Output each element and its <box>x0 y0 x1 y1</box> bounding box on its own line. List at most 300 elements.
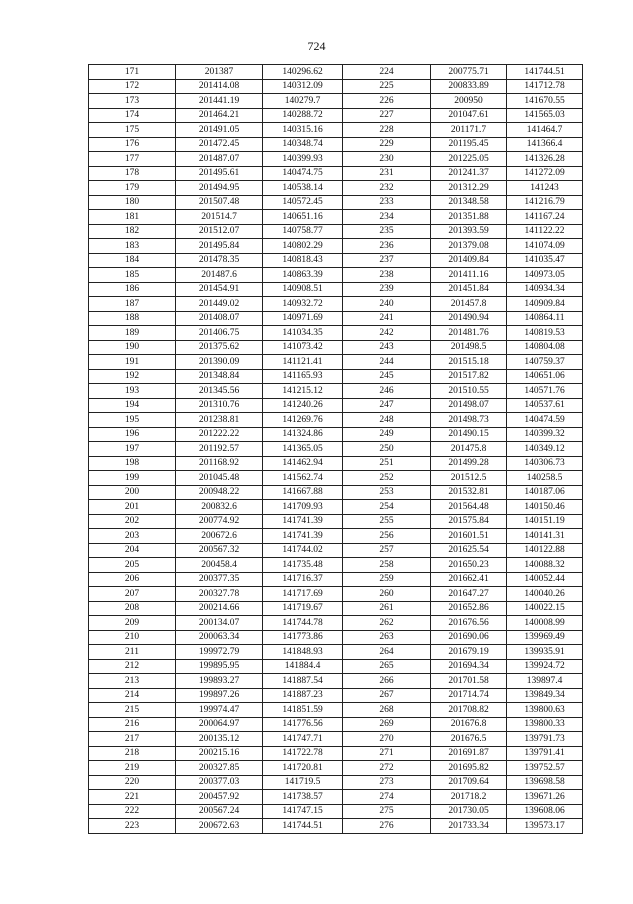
x-coordinate-left-cell: 201310.76 <box>176 398 263 413</box>
point-number-right-cell: 270 <box>343 732 431 747</box>
point-number-right-cell: 237 <box>343 253 431 268</box>
x-coordinate-left-cell: 200377.03 <box>176 775 263 790</box>
x-coordinate-right-cell: 201730.05 <box>431 804 507 819</box>
y-coordinate-left-cell: 141773.86 <box>263 630 343 645</box>
x-coordinate-left-cell: 201045.48 <box>176 471 263 486</box>
y-coordinate-right-cell: 139924.72 <box>507 659 583 674</box>
y-coordinate-left-cell: 140932.72 <box>263 297 343 312</box>
y-coordinate-right-cell: 140187.06 <box>507 485 583 500</box>
table-row <box>89 79 583 94</box>
y-coordinate-right-cell: 141565.03 <box>507 108 583 123</box>
y-coordinate-left-cell: 141848.93 <box>263 645 343 660</box>
point-number-right-cell: 235 <box>343 224 431 239</box>
point-number-left-cell: 209 <box>89 616 176 631</box>
point-number-right-cell: 274 <box>343 790 431 805</box>
x-coordinate-left-cell: 201491.05 <box>176 123 263 138</box>
y-coordinate-right-cell: 140934.34 <box>507 282 583 297</box>
y-coordinate-left-cell: 140971.69 <box>263 311 343 326</box>
point-number-right-cell: 266 <box>343 674 431 689</box>
x-coordinate-right-cell: 201348.58 <box>431 195 507 210</box>
x-coordinate-right-cell: 201411.16 <box>431 268 507 283</box>
x-coordinate-left-cell: 200774.92 <box>176 514 263 529</box>
table-row <box>89 616 583 631</box>
point-number-right-cell: 271 <box>343 746 431 761</box>
point-number-right-cell: 262 <box>343 616 431 631</box>
coordinates-table <box>88 64 583 834</box>
point-number-right-cell: 255 <box>343 514 431 529</box>
y-coordinate-left-cell: 140348.74 <box>263 137 343 152</box>
table-row <box>89 529 583 544</box>
y-coordinate-right-cell: 141074.09 <box>507 239 583 254</box>
point-number-right-cell: 234 <box>343 210 431 225</box>
table-row <box>89 514 583 529</box>
table-row <box>89 790 583 805</box>
point-number-left-cell: 208 <box>89 601 176 616</box>
x-coordinate-left-cell: 201390.09 <box>176 355 263 370</box>
y-coordinate-right-cell: 141167.24 <box>507 210 583 225</box>
y-coordinate-right-cell: 141243 <box>507 181 583 196</box>
y-coordinate-left-cell: 141165.93 <box>263 369 343 384</box>
x-coordinate-right-cell: 201195.45 <box>431 137 507 152</box>
x-coordinate-left-cell: 201454.91 <box>176 282 263 297</box>
x-coordinate-right-cell: 200833.89 <box>431 79 507 94</box>
x-coordinate-left-cell: 200672.63 <box>176 819 263 834</box>
y-coordinate-left-cell: 140312.09 <box>263 79 343 94</box>
x-coordinate-left-cell: 200458.4 <box>176 558 263 573</box>
y-coordinate-left-cell: 140296.62 <box>263 65 343 80</box>
point-number-left-cell: 186 <box>89 282 176 297</box>
y-coordinate-right-cell: 139791.41 <box>507 746 583 761</box>
y-coordinate-left-cell: 141722.78 <box>263 746 343 761</box>
x-coordinate-left-cell: 201345.56 <box>176 384 263 399</box>
point-number-right-cell: 246 <box>343 384 431 399</box>
x-coordinate-left-cell: 200457.92 <box>176 790 263 805</box>
x-coordinate-right-cell: 201676.56 <box>431 616 507 631</box>
table-row <box>89 94 583 109</box>
point-number-right-cell: 272 <box>343 761 431 776</box>
x-coordinate-right-cell: 201517.82 <box>431 369 507 384</box>
x-coordinate-right-cell: 201718.2 <box>431 790 507 805</box>
y-coordinate-left-cell: 141747.71 <box>263 732 343 747</box>
table-row <box>89 210 583 225</box>
point-number-right-cell: 230 <box>343 152 431 167</box>
y-coordinate-right-cell: 140052.44 <box>507 572 583 587</box>
y-coordinate-right-cell: 139849.34 <box>507 688 583 703</box>
y-coordinate-left-cell: 141741.39 <box>263 529 343 544</box>
x-coordinate-left-cell: 201387 <box>176 65 263 80</box>
x-coordinate-right-cell: 201647.27 <box>431 587 507 602</box>
x-coordinate-left-cell: 200064.97 <box>176 717 263 732</box>
point-number-right-cell: 257 <box>343 543 431 558</box>
point-number-right-cell: 233 <box>343 195 431 210</box>
point-number-left-cell: 217 <box>89 732 176 747</box>
y-coordinate-right-cell: 139573.17 <box>507 819 583 834</box>
y-coordinate-right-cell: 140258.5 <box>507 471 583 486</box>
point-number-right-cell: 269 <box>343 717 431 732</box>
point-number-right-cell: 252 <box>343 471 431 486</box>
x-coordinate-right-cell: 201498.5 <box>431 340 507 355</box>
x-coordinate-right-cell: 201047.61 <box>431 108 507 123</box>
x-coordinate-left-cell: 201512.07 <box>176 224 263 239</box>
point-number-left-cell: 189 <box>89 326 176 341</box>
x-coordinate-left-cell: 199897.26 <box>176 688 263 703</box>
point-number-right-cell: 229 <box>343 137 431 152</box>
point-number-right-cell: 260 <box>343 587 431 602</box>
table-row <box>89 688 583 703</box>
y-coordinate-right-cell: 139608.06 <box>507 804 583 819</box>
point-number-right-cell: 242 <box>343 326 431 341</box>
y-coordinate-left-cell: 141365.05 <box>263 442 343 457</box>
x-coordinate-left-cell: 200832.6 <box>176 500 263 515</box>
x-coordinate-right-cell: 201676.8 <box>431 717 507 732</box>
point-number-left-cell: 200 <box>89 485 176 500</box>
y-coordinate-right-cell: 140909.84 <box>507 297 583 312</box>
x-coordinate-right-cell: 201393.59 <box>431 224 507 239</box>
point-number-left-cell: 216 <box>89 717 176 732</box>
table-row <box>89 761 583 776</box>
y-coordinate-right-cell: 140122.88 <box>507 543 583 558</box>
y-coordinate-left-cell: 141717.69 <box>263 587 343 602</box>
x-coordinate-left-cell: 201375.62 <box>176 340 263 355</box>
point-number-right-cell: 243 <box>343 340 431 355</box>
x-coordinate-right-cell: 201601.51 <box>431 529 507 544</box>
point-number-right-cell: 244 <box>343 355 431 370</box>
x-coordinate-right-cell: 201225.05 <box>431 152 507 167</box>
point-number-right-cell: 245 <box>343 369 431 384</box>
table-row <box>89 253 583 268</box>
y-coordinate-right-cell: 140537.61 <box>507 398 583 413</box>
x-coordinate-left-cell: 201449.02 <box>176 297 263 312</box>
y-coordinate-left-cell: 141667.88 <box>263 485 343 500</box>
x-coordinate-right-cell: 201662.41 <box>431 572 507 587</box>
point-number-left-cell: 191 <box>89 355 176 370</box>
x-coordinate-left-cell: 200327.78 <box>176 587 263 602</box>
point-number-left-cell: 180 <box>89 195 176 210</box>
y-coordinate-left-cell: 140538.14 <box>263 181 343 196</box>
x-coordinate-right-cell: 201490.15 <box>431 427 507 442</box>
x-coordinate-right-cell: 201701.58 <box>431 674 507 689</box>
x-coordinate-left-cell: 201464.21 <box>176 108 263 123</box>
x-coordinate-left-cell: 201472.45 <box>176 137 263 152</box>
point-number-right-cell: 251 <box>343 456 431 471</box>
point-number-left-cell: 211 <box>89 645 176 660</box>
x-coordinate-right-cell: 201312.29 <box>431 181 507 196</box>
x-coordinate-left-cell: 201414.08 <box>176 79 263 94</box>
point-number-right-cell: 265 <box>343 659 431 674</box>
y-coordinate-left-cell: 141562.74 <box>263 471 343 486</box>
x-coordinate-right-cell: 200950 <box>431 94 507 109</box>
point-number-right-cell: 264 <box>343 645 431 660</box>
table-row <box>89 471 583 486</box>
point-number-left-cell: 185 <box>89 268 176 283</box>
x-coordinate-left-cell: 201487.6 <box>176 268 263 283</box>
point-number-left-cell: 182 <box>89 224 176 239</box>
x-coordinate-right-cell: 201409.84 <box>431 253 507 268</box>
x-coordinate-left-cell: 201478.35 <box>176 253 263 268</box>
y-coordinate-right-cell: 140759.37 <box>507 355 583 370</box>
y-coordinate-right-cell: 140804.08 <box>507 340 583 355</box>
y-coordinate-left-cell: 141324.86 <box>263 427 343 442</box>
x-coordinate-right-cell: 201351.88 <box>431 210 507 225</box>
y-coordinate-right-cell: 139791.73 <box>507 732 583 747</box>
point-number-left-cell: 205 <box>89 558 176 573</box>
y-coordinate-left-cell: 141744.78 <box>263 616 343 631</box>
point-number-right-cell: 263 <box>343 630 431 645</box>
y-coordinate-right-cell: 140399.32 <box>507 427 583 442</box>
y-coordinate-right-cell: 140022.15 <box>507 601 583 616</box>
y-coordinate-left-cell: 141776.56 <box>263 717 343 732</box>
y-coordinate-right-cell: 141326.28 <box>507 152 583 167</box>
x-coordinate-right-cell: 201708.82 <box>431 703 507 718</box>
point-number-left-cell: 179 <box>89 181 176 196</box>
y-coordinate-right-cell: 140474.59 <box>507 413 583 428</box>
y-coordinate-left-cell: 141240.26 <box>263 398 343 413</box>
x-coordinate-left-cell: 201514.7 <box>176 210 263 225</box>
x-coordinate-left-cell: 199895.95 <box>176 659 263 674</box>
table-row <box>89 819 583 834</box>
point-number-left-cell: 184 <box>89 253 176 268</box>
x-coordinate-right-cell: 201676.5 <box>431 732 507 747</box>
x-coordinate-right-cell: 201733.34 <box>431 819 507 834</box>
x-coordinate-left-cell: 201495.84 <box>176 239 263 254</box>
y-coordinate-left-cell: 140908.51 <box>263 282 343 297</box>
y-coordinate-left-cell: 141887.54 <box>263 674 343 689</box>
y-coordinate-left-cell: 140315.16 <box>263 123 343 138</box>
y-coordinate-left-cell: 141884.4 <box>263 659 343 674</box>
point-number-right-cell: 228 <box>343 123 431 138</box>
table-row <box>89 398 583 413</box>
x-coordinate-right-cell: 201498.07 <box>431 398 507 413</box>
x-coordinate-left-cell: 200377.35 <box>176 572 263 587</box>
x-coordinate-left-cell: 200134.07 <box>176 616 263 631</box>
y-coordinate-right-cell: 140819.53 <box>507 326 583 341</box>
y-coordinate-left-cell: 141269.76 <box>263 413 343 428</box>
x-coordinate-left-cell: 201494.95 <box>176 181 263 196</box>
point-number-right-cell: 267 <box>343 688 431 703</box>
x-coordinate-left-cell: 200567.32 <box>176 543 263 558</box>
x-coordinate-right-cell: 201695.82 <box>431 761 507 776</box>
x-coordinate-right-cell: 201512.5 <box>431 471 507 486</box>
point-number-right-cell: 276 <box>343 819 431 834</box>
x-coordinate-right-cell: 201690.06 <box>431 630 507 645</box>
point-number-left-cell: 177 <box>89 152 176 167</box>
y-coordinate-right-cell: 139671.26 <box>507 790 583 805</box>
table-row <box>89 166 583 181</box>
y-coordinate-right-cell: 139752.57 <box>507 761 583 776</box>
y-coordinate-right-cell: 141216.79 <box>507 195 583 210</box>
y-coordinate-right-cell: 139698.58 <box>507 775 583 790</box>
table-row <box>89 282 583 297</box>
y-coordinate-right-cell: 139969.49 <box>507 630 583 645</box>
table-row <box>89 659 583 674</box>
x-coordinate-left-cell: 200063.34 <box>176 630 263 645</box>
y-coordinate-left-cell: 141735.48 <box>263 558 343 573</box>
y-coordinate-right-cell: 140040.26 <box>507 587 583 602</box>
y-coordinate-left-cell: 141719.67 <box>263 601 343 616</box>
point-number-left-cell: 207 <box>89 587 176 602</box>
coordinates-table-body <box>89 65 583 834</box>
point-number-right-cell: 273 <box>343 775 431 790</box>
y-coordinate-left-cell: 140863.39 <box>263 268 343 283</box>
y-coordinate-left-cell: 141215.12 <box>263 384 343 399</box>
point-number-left-cell: 192 <box>89 369 176 384</box>
table-row <box>89 137 583 152</box>
point-number-left-cell: 206 <box>89 572 176 587</box>
page-number: 724 <box>307 39 326 53</box>
y-coordinate-right-cell: 141464.7 <box>507 123 583 138</box>
x-coordinate-left-cell: 201507.48 <box>176 195 263 210</box>
point-number-left-cell: 201 <box>89 500 176 515</box>
y-coordinate-left-cell: 141034.35 <box>263 326 343 341</box>
y-coordinate-left-cell: 140288.72 <box>263 108 343 123</box>
x-coordinate-right-cell: 201532.81 <box>431 485 507 500</box>
table-row <box>89 717 583 732</box>
x-coordinate-right-cell: 201691.87 <box>431 746 507 761</box>
point-number-right-cell: 226 <box>343 94 431 109</box>
x-coordinate-right-cell: 201510.55 <box>431 384 507 399</box>
x-coordinate-right-cell: 201171.7 <box>431 123 507 138</box>
x-coordinate-left-cell: 200567.24 <box>176 804 263 819</box>
y-coordinate-right-cell: 141272.09 <box>507 166 583 181</box>
y-coordinate-right-cell: 140150.46 <box>507 500 583 515</box>
point-number-right-cell: 247 <box>343 398 431 413</box>
x-coordinate-left-cell: 201441.19 <box>176 94 263 109</box>
point-number-left-cell: 174 <box>89 108 176 123</box>
x-coordinate-left-cell: 200215.16 <box>176 746 263 761</box>
x-coordinate-right-cell: 201652.86 <box>431 601 507 616</box>
point-number-right-cell: 227 <box>343 108 431 123</box>
y-coordinate-left-cell: 141747.15 <box>263 804 343 819</box>
point-number-right-cell: 258 <box>343 558 431 573</box>
y-coordinate-left-cell: 140802.29 <box>263 239 343 254</box>
point-number-right-cell: 240 <box>343 297 431 312</box>
point-number-left-cell: 194 <box>89 398 176 413</box>
point-number-right-cell: 225 <box>343 79 431 94</box>
y-coordinate-left-cell: 141744.51 <box>263 819 343 834</box>
point-number-left-cell: 197 <box>89 442 176 457</box>
x-coordinate-right-cell: 201564.48 <box>431 500 507 515</box>
point-number-left-cell: 195 <box>89 413 176 428</box>
x-coordinate-right-cell: 201481.76 <box>431 326 507 341</box>
y-coordinate-left-cell: 141462.94 <box>263 456 343 471</box>
y-coordinate-right-cell: 140349.12 <box>507 442 583 457</box>
table-row <box>89 65 583 80</box>
table-row <box>89 500 583 515</box>
y-coordinate-left-cell: 141738.57 <box>263 790 343 805</box>
y-coordinate-right-cell: 139935.91 <box>507 645 583 660</box>
x-coordinate-left-cell: 201192.57 <box>176 442 263 457</box>
x-coordinate-left-cell: 199893.27 <box>176 674 263 689</box>
point-number-left-cell: 181 <box>89 210 176 225</box>
table-row <box>89 732 583 747</box>
y-coordinate-right-cell: 140008.99 <box>507 616 583 631</box>
y-coordinate-left-cell: 141741.39 <box>263 514 343 529</box>
x-coordinate-right-cell: 201575.84 <box>431 514 507 529</box>
table-row <box>89 456 583 471</box>
point-number-left-cell: 193 <box>89 384 176 399</box>
x-coordinate-right-cell: 201451.84 <box>431 282 507 297</box>
y-coordinate-left-cell: 140279.7 <box>263 94 343 109</box>
point-number-left-cell: 214 <box>89 688 176 703</box>
point-number-right-cell: 232 <box>343 181 431 196</box>
x-coordinate-right-cell: 201499.28 <box>431 456 507 471</box>
point-number-right-cell: 248 <box>343 413 431 428</box>
y-coordinate-right-cell: 140864.11 <box>507 311 583 326</box>
table-row <box>89 311 583 326</box>
y-coordinate-left-cell: 140572.45 <box>263 195 343 210</box>
point-number-left-cell: 203 <box>89 529 176 544</box>
point-number-left-cell: 187 <box>89 297 176 312</box>
table-row <box>89 297 583 312</box>
point-number-right-cell: 275 <box>343 804 431 819</box>
point-number-left-cell: 218 <box>89 746 176 761</box>
point-number-left-cell: 190 <box>89 340 176 355</box>
y-coordinate-right-cell: 141122.22 <box>507 224 583 239</box>
table-row <box>89 268 583 283</box>
x-coordinate-right-cell: 201679.19 <box>431 645 507 660</box>
point-number-right-cell: 241 <box>343 311 431 326</box>
y-coordinate-right-cell: 140151.19 <box>507 514 583 529</box>
point-number-left-cell: 215 <box>89 703 176 718</box>
y-coordinate-left-cell: 141851.59 <box>263 703 343 718</box>
table-row <box>89 558 583 573</box>
y-coordinate-right-cell: 141744.51 <box>507 65 583 80</box>
point-number-left-cell: 199 <box>89 471 176 486</box>
table-row <box>89 543 583 558</box>
table-row <box>89 485 583 500</box>
y-coordinate-left-cell: 141709.93 <box>263 500 343 515</box>
point-number-left-cell: 171 <box>89 65 176 80</box>
point-number-left-cell: 222 <box>89 804 176 819</box>
x-coordinate-left-cell: 201222.22 <box>176 427 263 442</box>
table-row <box>89 775 583 790</box>
table-row <box>89 239 583 254</box>
table-row <box>89 804 583 819</box>
point-number-left-cell: 172 <box>89 79 176 94</box>
y-coordinate-left-cell: 140818.43 <box>263 253 343 268</box>
table-row <box>89 703 583 718</box>
y-coordinate-left-cell: 141887.23 <box>263 688 343 703</box>
point-number-left-cell: 196 <box>89 427 176 442</box>
x-coordinate-left-cell: 200214.66 <box>176 601 263 616</box>
point-number-right-cell: 250 <box>343 442 431 457</box>
y-coordinate-right-cell: 141712.78 <box>507 79 583 94</box>
point-number-left-cell: 212 <box>89 659 176 674</box>
y-coordinate-right-cell: 140141.31 <box>507 529 583 544</box>
table-row <box>89 572 583 587</box>
point-number-right-cell: 231 <box>343 166 431 181</box>
y-coordinate-right-cell: 140571.76 <box>507 384 583 399</box>
y-coordinate-right-cell: 141035.47 <box>507 253 583 268</box>
x-coordinate-right-cell: 201714.74 <box>431 688 507 703</box>
x-coordinate-right-cell: 200775.71 <box>431 65 507 80</box>
point-number-left-cell: 223 <box>89 819 176 834</box>
x-coordinate-left-cell: 200135.12 <box>176 732 263 747</box>
point-number-left-cell: 204 <box>89 543 176 558</box>
table-row <box>89 326 583 341</box>
point-number-left-cell: 219 <box>89 761 176 776</box>
y-coordinate-right-cell: 139897.4 <box>507 674 583 689</box>
table-row <box>89 224 583 239</box>
table-row <box>89 181 583 196</box>
table-row <box>89 384 583 399</box>
x-coordinate-left-cell: 200948.22 <box>176 485 263 500</box>
x-coordinate-left-cell: 199974.47 <box>176 703 263 718</box>
x-coordinate-left-cell: 201495.61 <box>176 166 263 181</box>
y-coordinate-right-cell: 139800.63 <box>507 703 583 718</box>
y-coordinate-left-cell: 141073.42 <box>263 340 343 355</box>
point-number-right-cell: 261 <box>343 601 431 616</box>
